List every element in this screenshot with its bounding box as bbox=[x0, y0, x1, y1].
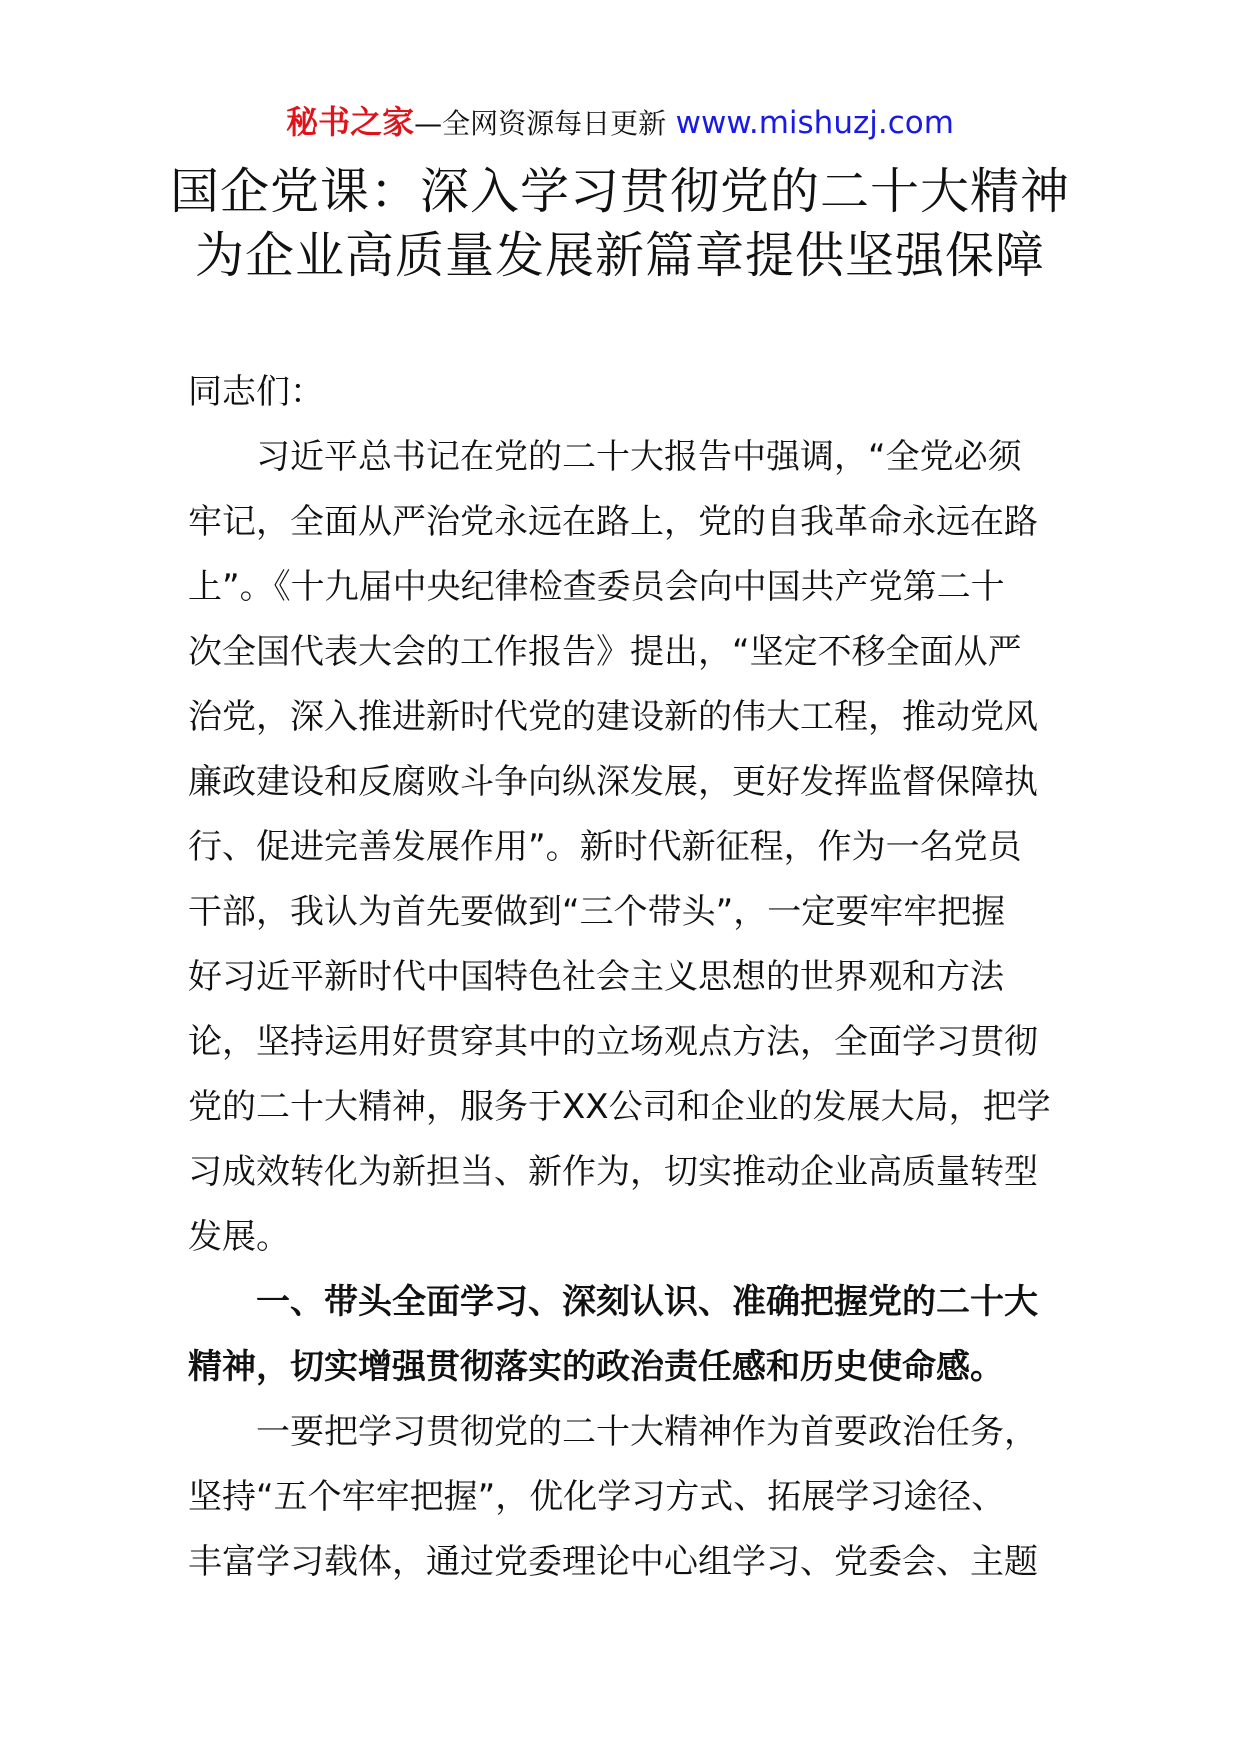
paragraph-line: 丰富学习载体，通过党委理论中心组学习、党委会、主题 bbox=[188, 1542, 1038, 1582]
paragraph-2 bbox=[188, 1400, 1064, 1595]
paragraph-line: 上”。《十九届中央纪律检查委员会向中国共产党第二十 bbox=[188, 567, 1005, 607]
paragraph-line: 牢记，全面从严治党永远在路上，党的自我革命永远在路 bbox=[188, 502, 1038, 542]
salutation: 同志们： bbox=[188, 372, 324, 412]
document-title bbox=[0, 160, 1240, 288]
paragraph-line: 发展。 bbox=[188, 1217, 290, 1257]
paragraph-line: 次全国代表大会的工作报告》提出，“坚定不移全面从严 bbox=[188, 632, 1022, 672]
paragraph-line: 治党，深入推进新时代党的建设新的伟大工程，推动党风 bbox=[188, 697, 1038, 737]
paragraph-line: 坚持“五个牢牢把握”，优化学习方式、拓展学习途径、 bbox=[188, 1477, 1006, 1517]
paragraph-line: 行、促进完善发展作用”。新时代新征程，作为一名党员 bbox=[188, 827, 1022, 867]
title-line-2: 为企业高质量发展新篇章提供坚强保障 bbox=[194, 227, 1045, 284]
paragraph-line: 好习近平新时代中国特色社会主义思想的世界观和方法 bbox=[188, 957, 1004, 997]
paragraph-line: 廉政建设和反腐败斗争向纵深发展，更好发挥监督保障执 bbox=[188, 762, 1038, 802]
paragraph-1 bbox=[188, 425, 1064, 1270]
heading-line: 精神，切实增强贯彻落实的政治责任感和历史使命感。 bbox=[188, 1347, 1004, 1387]
heading-line: 一、带头全面学习、深刻认识、准确把握党的二十大 bbox=[256, 1282, 1038, 1322]
site-header bbox=[0, 100, 1240, 146]
paragraph-line: 习近平总书记在党的二十大报告中强调，“全党必须 bbox=[256, 437, 1022, 477]
title-line-1: 国企党课：深入学习贯彻党的二十大精神 bbox=[169, 163, 1070, 220]
paragraph-line: 论，坚持运用好贯穿其中的立场观点方法，全面学习贯彻 bbox=[188, 1022, 1038, 1062]
paragraph-line: 一要把学习贯彻党的二十大精神作为首要政治任务， bbox=[256, 1412, 1038, 1452]
site-url-link[interactable]: www.mishuzj.com bbox=[675, 105, 954, 141]
paragraph-line: 干部，我认为首先要做到“三个带头”，一定要牢牢把握 bbox=[188, 892, 1006, 932]
site-tagline: —全网资源每日更新 bbox=[414, 107, 667, 140]
paragraph-line: 习成效转化为新担当、新作为，切实推动企业高质量转型 bbox=[188, 1152, 1038, 1192]
document-body bbox=[188, 360, 1064, 1595]
site-brand: 秘书之家 bbox=[286, 103, 415, 141]
paragraph-line: 党的二十大精神，服务于XX公司和企业的发展大局，把学 bbox=[188, 1087, 1051, 1127]
section-heading-1 bbox=[188, 1270, 1064, 1400]
